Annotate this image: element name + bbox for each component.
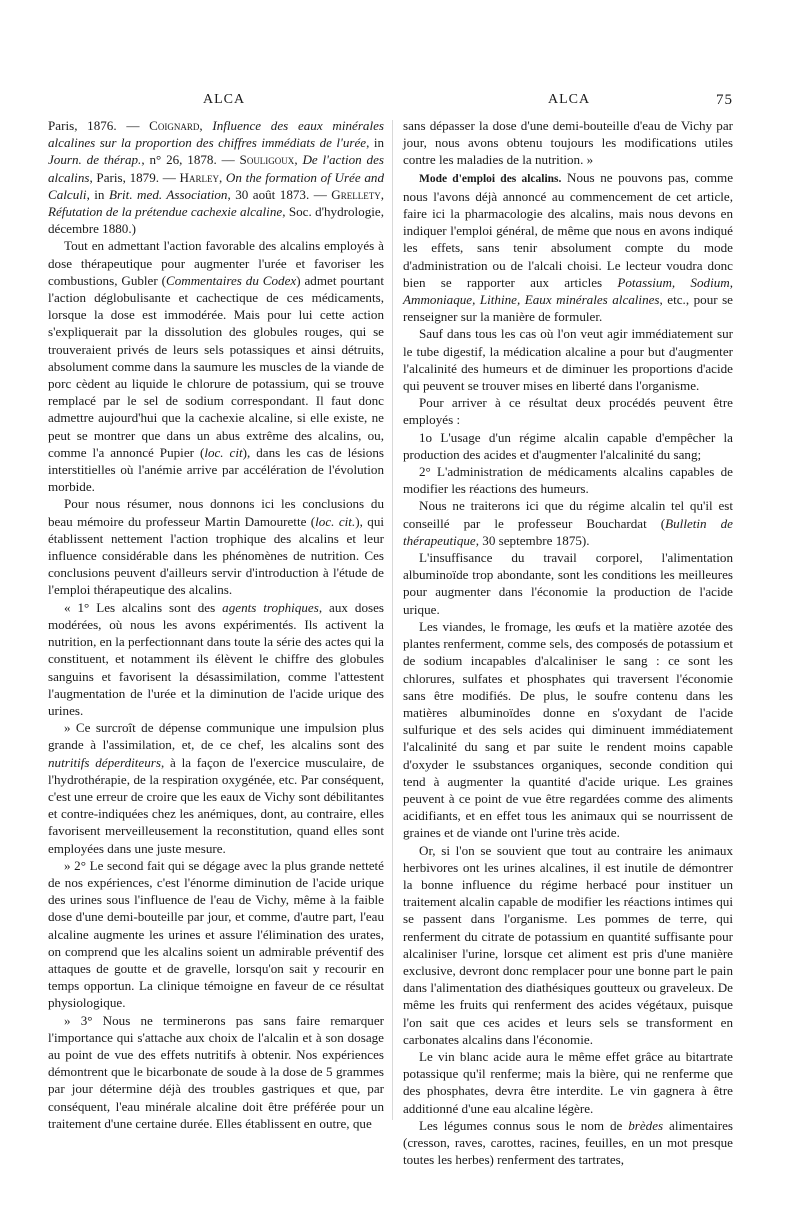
section-paragraph: Mode d'emploi des alcalins. Nous ne pouvons pas, comme nous l'avons déjà annoncé au commencement de cet article, faire ici la pharmacologie des alcalins, mais nous devons en indiquer l'emploi général, de même que nous en avons indiqué les effets, sans tenir absolument compte du mode d'administration ou de l'alcali choisi. Le lecteur voudra donc bien se rapporter aux articles Potassium, Sodium, Ammoniaque, Lithine, Eaux minérales alcalines, etc., pour se renseigner sur la manière de formuler. xyxy=(403,169,734,325)
body-paragraph: sans dépasser la dose d'une demi-bouteille d'eau de Vichy par jour, nous avons obtenu toujours les modifications utiles contre les maladies de la nutrition. » xyxy=(403,118,733,168)
column-divider xyxy=(392,120,393,1120)
list-item: 2° L'administration de médicaments alcalins capables de modifier les réactions des humeurs. xyxy=(403,464,733,497)
quoted-paragraph: » 2° Le second fait qui se dégage avec la plus grande netteté de nos expériences, c'est l'énorme diminution de l'acide urique des urines sous l'influence de l'eau de Vichy, même à la faible dose d'une demi-bouteille par jour, et comme, d'autre part, l'eau alcaline augmente les urines et assure l'élimination des urates, on comprend que les alcalins soient un admirable préventif des attaques de goutte et de gravelle, lorsqu'on sait y recourir en temps opportun. La clinique témoigne en faveur de ce résultat physiologique. xyxy=(48,857,384,1011)
body-paragraph: Sauf dans tous les cas où l'on veut agir immédiatement sur le tube digestif, la médication alcaline a pour but d'augmenter l'alcalinité des humeurs et de diminuer les proportions d'acide qui peuvent se trouver mises en liberté dans l'organisme. xyxy=(403,326,733,394)
author-name: Grellety xyxy=(331,186,381,202)
body-paragraph: L'insuffisance du travail corporel, l'alimentation albuminoïde trop abondante, sont les conditions les meilleures pour augmenter dans l'économie la production de l'acide urique. xyxy=(403,550,733,617)
page-number: 75 xyxy=(716,92,733,108)
right-running-head: ALCA xyxy=(548,92,591,107)
author-name: Harley xyxy=(179,169,219,185)
body-paragraph: Tout en admettant l'action favorable des alcalins employés à dose thérapeutique pour augmenter l'urée et favoriser les combustions, Gubler (Commentaires du Codex) admet pourtant l'action déglobulisante et cachectique de ces médicaments, lorsque la dose est immodérée. Mais pour lui cette action s'expliquerait par la dissolution des globules rouges, qui se trouveraient privés de leurs sels potassiques et ainsi détruits, absolument comme dans la saumure les muscles de la viande de porc cèdent au liquide le chlorure de potassium, qui se trouve remplacé par le sel de sodium correspondant. Il faut donc admettre aujourd'hui que la cachexie alcaline, si elle existe, ne peut se montrer que dans un abus extrême des alcalins, ou, comme l'a annoncé Pupier (loc. cit), dans les cas de lésions interstitielles où l'anémie arrive par accélération de l'évolution morbide. xyxy=(48,238,384,495)
journal-title: Journ. de thérap. xyxy=(48,152,142,168)
body-paragraph: Les légumes connus sous le nom de brèdes alimentaires (cresson, raves, carottes, racines, feuilles, en un mot presque toutes les herbes) renferment des tartrates, xyxy=(403,1117,733,1168)
left-column xyxy=(48,117,384,1132)
author-name: Coignard xyxy=(149,118,200,133)
body-paragraph: Pour arriver à ce résultat deux procédés peuvent être employés : xyxy=(403,395,733,428)
section-heading: Mode d'emploi des alcalins. xyxy=(419,172,562,185)
body-paragraph: Pour nous résumer, nous donnons ici les conclusions du beau mémoire du professeur Martin Damourette (loc. cit.), qui établissent nettement l'action trophique des alcalins et leur influence considérable dans les phénomènes de nutrition. Ces conclusions peuvent d'ailleurs servir d'introduction à l'étude de l'emploi thérapeutique des alcalins. xyxy=(48,496,384,598)
body-paragraph: Nous ne traiterons ici que du régime alcalin tel qu'il est conseillé par le professeur Bouchardat (Bulletin de thérapeutique, 30 septembre 1875). xyxy=(403,498,733,548)
body-paragraph: Or, si l'on se souvient que tout au contraire les animaux herbivores ont les urines alcalines, il est inutile de démontrer la bonne influence du régime herbacé pour instituer un traitement alcalin capable de modifier les réactions intimes qui se passent dans l'organisme. Les pommes de terre, qui renferment du citrate de potassium en quantité suffisante pour alcaliniser l'urine, lorsque cet aliment est pris d'une manière exclusive, devront donc remplacer pour une bonne part le pain dans l'alimentation des diathésiques goutteux ou graveleux. De même les fruits qui renferment des acides végétaux, puisque l'on sait que ces acides et leurs sels se transforment en carbonates alcalins dans l'économie. xyxy=(403,842,733,1047)
work-title: De l'action des alcalins xyxy=(48,152,385,185)
quoted-paragraph: » 3° Nous ne terminerons pas sans faire remarquer l'importance qui s'attache aux choix de l'alcalin et à son dosage au point de vue des effets nutritifs à obtenir. Nos expériences démontrent que le bicarbonate de soude à la dose de 5 grammes par jour détermine déjà des troubles gastriques et que, par conséquent, l'eau minérale alcaline doit être préférée pour un traitement d'une certaine durée. Elles établissent en outre, que xyxy=(48,1012,384,1131)
author-name: Souligoux xyxy=(239,152,295,168)
running-header xyxy=(0,92,800,112)
left-running-head: ALCA xyxy=(203,92,246,107)
body-paragraph: Les viandes, le fromage, les œufs et la matière azotée des plantes renferment, comme sels, des composés de potassium et de sodium incapables d'alcaliniser le sang : ce sont les chlorures, sulfates et phosphates qui traversent l'économie sans être modifiés. De plus, le soufre contenu dans les matières albuminoïdes donne en s'oxydant de l'acide sulfurique et des sels acides qui diminuent immédiatement l'alcalinité du sang et par suite le rendent moins capable d'oxyder le ssubstances organiques, seconde condition qui tend à augmenter la quantité d'acide urique. Les graines peuvent à ce point de vue être regardées comme des aliments acidifiants, et en effet tous les animaux qui se nourrissent de graines et de viande ont l'urine très acide. xyxy=(403,618,733,841)
work-title: Réfutation de la prétendue cachexie alcaline xyxy=(48,204,283,220)
right-column xyxy=(403,117,733,1168)
quoted-paragraph: » Ce surcroît de dépense communique une impulsion plus grande à l'assimilation, et, de ce chef, les alcalins sont des nutritifs déperditeurs, à la façon de l'exercice musculaire, de l'hydrothérapie, de la respiration oxygénée, etc. Par conséquent, c'est une erreur de croire que les eaux de Vichy sont débilitantes et contre-indiquées chez les anémiques, dont, au contraire, elles favorisent merveilleusement la reconstitution, quand elles sont employées dans une juste mesure. xyxy=(48,720,385,856)
list-item: 1o L'usage d'un régime alcalin capable d'empêcher la production des acides et d'augmenter l'alcalinité du sang; xyxy=(403,429,733,462)
journal-title: Brit. med. Association xyxy=(108,186,228,202)
bibliography-paragraph: Paris, 1876. — Coignard, Influence des eaux minérales alcalines sur la proportion des chiffres immédiats de l'urée, in Journ. de thérap., n° 26, 1878. — Souligoux, De l'action des alcalins, Paris, 1879. — Harley, On the formation of Urée and Calculi, in Brit. med. Association, 30 août 1873. — Grellety, Réfutation de la prétendue cachexie alcaline, Soc. d'hydrologie, décembre 1880.) xyxy=(48,118,385,237)
quoted-paragraph: « 1° Les alcalins sont des agents trophiques, aux doses modérées, où nous les avons expérimentés. Ils activent la nutrition, en la perfectionnant dans toute la série des actes qui la constituent, et notamment ils élèvent le chiffre des globules sanguins et favorisent la désassimilation, comme l'attestent l'augmentation de l'urée et la diminution de l'acide urique des urines. xyxy=(48,599,384,718)
work-title: Influence des eaux minérales alcalines sur la proportion des chiffres immédiats de l'urée xyxy=(48,118,385,151)
work-title: On the formation of Urée and Calculi xyxy=(48,169,384,202)
body-paragraph: Le vin blanc acide aura le même effet grâce au bitartrate potassique qu'il renferme; mais la bière, qui ne renferme que des phosphates, devra être interdite. Le vin gagnera à être additionné d'une eau alcaline légère. xyxy=(403,1048,733,1116)
